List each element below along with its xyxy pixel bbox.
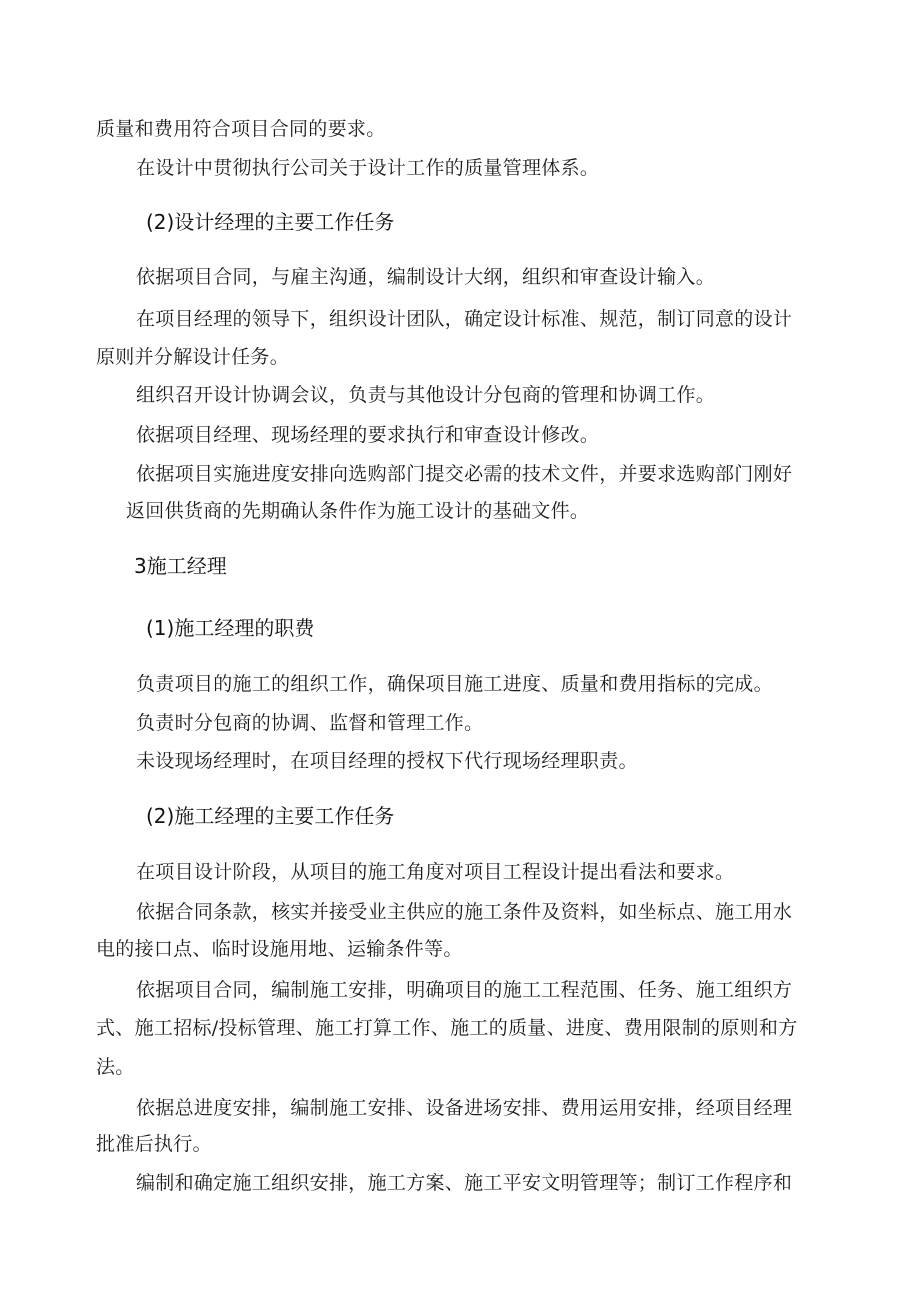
subsection-heading: (1)施工经理的职费 — [146, 616, 315, 640]
body-text-line: 编制和确定施工组织安排，施工方案、施工平安文明管理等；制订工作程序和 — [136, 1172, 793, 1194]
body-text-line: 电的接口点、临时设施用地、运输条件等。 — [96, 938, 463, 960]
body-text-line: 返回供货商的先期确认条件作为施工设计的基础文件。 — [126, 500, 590, 522]
body-text-line: 依据合同条款，核实并接受业主供应的施工条件及资料，如坐标点、施工用水 — [136, 901, 793, 923]
subsection-heading: (2)施工经理的主要工作任务 — [146, 804, 395, 828]
body-text-line: 批准后执行。 — [96, 1133, 212, 1155]
section-heading: (2)设计经理的主要工作任务 — [146, 210, 395, 234]
body-text-line: 法。 — [96, 1056, 135, 1078]
body-text-line: 在项目经理的领导下，组织设计团队，确定设计标准、规范，制订同意的设计 — [136, 308, 793, 330]
body-text-line: 式、施工招标/投标管理、施工打算工作、施工的质量、进度、费用限制的原则和方 — [96, 1017, 798, 1039]
body-text-line: 组织召开设计协调会议，负责与其他设计分包商的管理和协调工作。 — [136, 384, 716, 406]
body-text-line: 依据项目合同，编制施工安排，明确项目的施工工程范围、任务、施工组织方 — [136, 979, 793, 1001]
body-text-line: 依据项目经理、现场经理的要求执行和审查设计修改。 — [136, 424, 600, 446]
body-text-line: 质量和费用符合项目合同的要求。 — [96, 118, 386, 140]
body-text-line: 依据项目实施进度安排向选购部门提交必需的技术文件，并要求选购部门刚好 — [136, 463, 793, 485]
body-text-line: 依据项目合同，与雇主沟通，编制设计大纲，组织和审查设计输入。 — [136, 266, 716, 288]
body-text-line: 在项目设计阶段，从项目的施工角度对项目工程设计提出看法和要求。 — [136, 861, 735, 883]
body-text-line: 负责项目的施工的组织工作，确保项目施工进度、质量和费用指标的完成。 — [136, 673, 773, 695]
body-text-line: 依据总进度安排，编制施工安排、设备进场安排、费用运用安排，经项目经理 — [136, 1097, 793, 1119]
body-text-line: 负责时分包商的协调、监督和管理工作。 — [136, 712, 484, 734]
section-heading: 3施工经理 — [134, 554, 227, 578]
body-text-line: 原则并分解设计任务。 — [96, 346, 290, 368]
body-text-line: 在设计中贯彻执行公司关于设计工作的质量管理体系。 — [136, 157, 600, 179]
body-text-line: 未设现场经理时，在项目经理的授权下代行现场经理职责。 — [136, 750, 638, 772]
